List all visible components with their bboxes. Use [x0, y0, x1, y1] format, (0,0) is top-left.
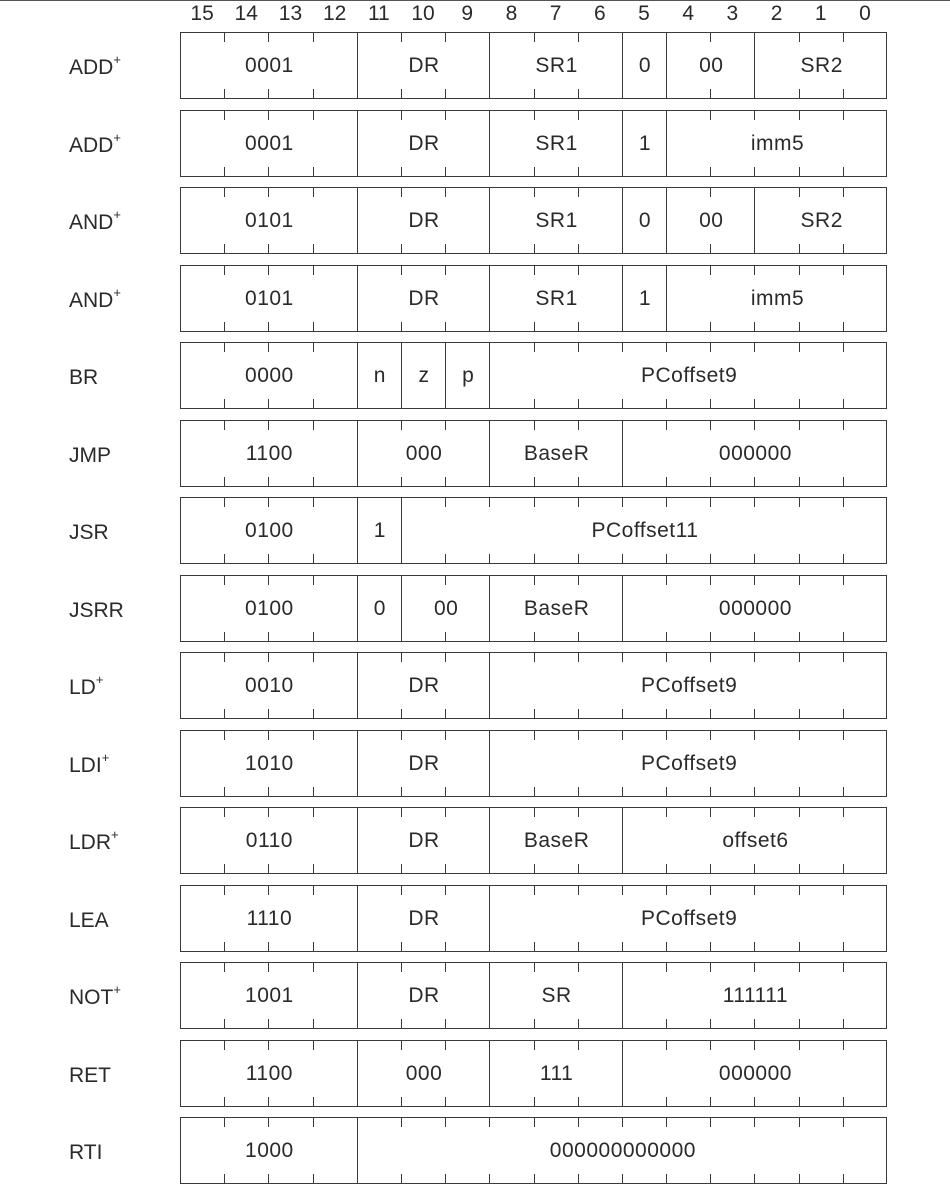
mnemonic-text: AND [69, 288, 114, 312]
instruction-mnemonic [69, 599, 124, 623]
encoding-field: 000000 [718, 596, 792, 620]
encoding-box [180, 575, 887, 642]
sets-condition-codes-mark: + [113, 982, 121, 997]
bit-number-1: 1 [814, 2, 827, 25]
mnemonic-text: RET [69, 1063, 111, 1087]
mnemonic-text: ADD [69, 133, 114, 157]
bit-number-5: 5 [638, 2, 650, 25]
encoding-field: 1100 [245, 1061, 293, 1085]
sets-condition-codes-mark: + [101, 749, 110, 765]
encoding-field: 00 [699, 209, 724, 232]
sets-condition-codes-mark: + [113, 129, 121, 145]
instruction-mnemonic [69, 827, 119, 855]
mnemonic-text: RTI [69, 1141, 103, 1164]
encoding-field: 0101 [245, 209, 294, 232]
encoding-field: 1110 [246, 906, 293, 930]
instruction-mnemonic [69, 982, 121, 1010]
instruction-row [0, 187, 950, 254]
instruction-mnemonic [69, 52, 121, 80]
encoding-field: 0110 [245, 829, 293, 852]
instruction-mnemonic [69, 129, 121, 158]
encoding-field: 000000000000 [549, 1139, 696, 1162]
bit-number-8: 8 [505, 2, 518, 25]
instruction-row [0, 497, 950, 564]
encoding-field: imm5 [750, 286, 805, 310]
bit-number-0: 0 [859, 2, 871, 25]
encoding-field: p [462, 364, 475, 387]
encoding-field: PCoffset9 [640, 674, 738, 697]
sets-condition-codes-mark: + [95, 672, 104, 687]
encoding-field: SR [541, 984, 572, 1007]
instruction-mnemonic [69, 207, 121, 235]
encoding-box [180, 885, 887, 952]
bit-number-7: 7 [549, 2, 562, 25]
encoding-field: BaseR [523, 596, 590, 620]
sets-condition-codes-mark: + [113, 284, 121, 300]
encoding-field: SR1 [535, 131, 578, 155]
mnemonic-text: NOT [69, 986, 114, 1009]
mnemonic-text: ADD [69, 56, 114, 79]
encoding-field: PCoffset9 [640, 751, 738, 775]
mnemonic-text: LDR [69, 831, 112, 854]
instruction-mnemonic [69, 909, 109, 933]
encoding-field: 0101 [245, 286, 294, 310]
bit-number-3: 3 [726, 2, 739, 25]
encoding-field: 0 [638, 54, 652, 77]
mnemonic-text: AND [69, 211, 114, 234]
encoding-box [180, 342, 887, 409]
encoding-field: 1010 [245, 751, 294, 775]
encoding-field: 1 [638, 286, 652, 310]
encoding-box [180, 420, 887, 487]
instruction-row [0, 575, 950, 642]
bit-number-4: 4 [682, 2, 694, 25]
encoding-field: DR [408, 906, 440, 930]
encoding-box [180, 265, 887, 332]
encoding-field: PCoffset9 [640, 364, 738, 387]
instruction-row [0, 730, 950, 797]
instruction-mnemonic [69, 749, 110, 778]
instruction-mnemonic [69, 672, 104, 700]
bit-number-14: 14 [234, 2, 258, 25]
encoding-field: BaseR [523, 441, 590, 465]
instruction-row [0, 1117, 950, 1184]
encoding-field: 1001 [245, 984, 294, 1007]
encoding-field: DR [408, 286, 440, 310]
encoding-field: SR2 [800, 209, 843, 232]
encoding-box [180, 32, 887, 99]
encoding-box [180, 110, 887, 177]
instruction-mnemonic [69, 1141, 102, 1165]
encoding-box [180, 652, 887, 719]
instruction-mnemonic [69, 444, 111, 468]
mnemonic-text: LEA [69, 908, 109, 932]
encoding-box [180, 962, 887, 1029]
mnemonic-text: JSRR [69, 598, 124, 622]
encoding-field: DR [408, 984, 440, 1007]
instruction-row [0, 110, 950, 177]
mnemonic-text: LD [69, 676, 96, 699]
bit-number-6: 6 [593, 2, 606, 25]
encoding-field: n [373, 364, 386, 387]
encoding-field: imm5 [750, 131, 805, 155]
bit-number-12: 12 [322, 2, 347, 25]
encoding-field: BaseR [523, 829, 590, 852]
encoding-field: 0010 [245, 674, 294, 697]
encoding-field: PCoffset9 [640, 906, 738, 930]
sets-condition-codes-mark: + [113, 207, 121, 222]
instruction-row [0, 962, 950, 1029]
encoding-field: 000 [405, 1061, 443, 1085]
encoding-box [180, 497, 887, 564]
instruction-row [0, 265, 950, 332]
encoding-field: 0100 [245, 519, 294, 542]
encoding-box [180, 730, 887, 797]
instruction-row [0, 1040, 950, 1107]
encoding-field: 0 [638, 209, 652, 232]
instruction-row [0, 885, 950, 952]
encoding-field: 1100 [245, 441, 293, 465]
encoding-field: 000000 [718, 1061, 792, 1085]
bit-number-11: 11 [367, 2, 390, 25]
bit-number-10: 10 [411, 2, 435, 25]
encoding-field: 111111 [722, 984, 789, 1007]
mnemonic-text: BR [69, 366, 99, 389]
encoding-box [180, 807, 887, 874]
encoding-field: 000000 [718, 441, 792, 465]
encoding-field: DR [408, 54, 440, 77]
instruction-mnemonic [69, 366, 98, 390]
encoding-field: 0 [373, 596, 386, 620]
encoding-field: 1 [638, 131, 652, 155]
encoding-field: 000 [405, 441, 443, 465]
encoding-field: DR [408, 209, 440, 232]
instruction-row [0, 652, 950, 719]
encoding-field: SR1 [535, 286, 578, 310]
encoding-field: 1000 [245, 1139, 294, 1162]
instruction-row [0, 342, 950, 409]
encoding-box [180, 1117, 887, 1184]
encoding-field: DR [408, 674, 440, 697]
instruction-mnemonic [69, 521, 109, 545]
encoding-field: 0001 [245, 131, 294, 155]
encoding-field: 0001 [245, 54, 294, 77]
mnemonic-text: JSR [69, 521, 109, 544]
encoding-field: DR [408, 751, 440, 775]
mnemonic-text: JMP [69, 443, 111, 467]
encoding-field: DR [408, 829, 440, 852]
mnemonic-text: LDI [69, 753, 102, 777]
instruction-row [0, 32, 950, 99]
encoding-field: 0100 [245, 596, 294, 620]
encoding-field: 1 [373, 519, 386, 542]
bit-number-13: 13 [278, 2, 303, 25]
encoding-field: z [418, 364, 430, 387]
encoding-field: 00 [433, 596, 459, 620]
encoding-field: SR2 [800, 54, 843, 77]
encoding-field: 0000 [245, 364, 294, 387]
instruction-mnemonic [69, 1064, 111, 1088]
instruction-mnemonic [69, 284, 121, 313]
bit-number-9: 9 [461, 2, 474, 25]
sets-condition-codes-mark: + [113, 52, 121, 67]
encoding-field: SR1 [535, 54, 578, 77]
encoding-field: 00 [699, 54, 724, 77]
encoding-field: offset6 [722, 829, 789, 852]
bit-number-15: 15 [190, 2, 214, 25]
bit-number-2: 2 [770, 2, 783, 25]
encoding-field: SR1 [535, 209, 578, 232]
encoding-box [180, 1040, 887, 1107]
encoding-box [180, 187, 887, 254]
encoding-field: PCoffset11 [591, 519, 699, 542]
instruction-row [0, 420, 950, 487]
encoding-field: DR [408, 131, 440, 155]
encoding-field: 111 [539, 1061, 574, 1085]
sets-condition-codes-mark: + [111, 827, 119, 842]
instruction-row [0, 807, 950, 874]
